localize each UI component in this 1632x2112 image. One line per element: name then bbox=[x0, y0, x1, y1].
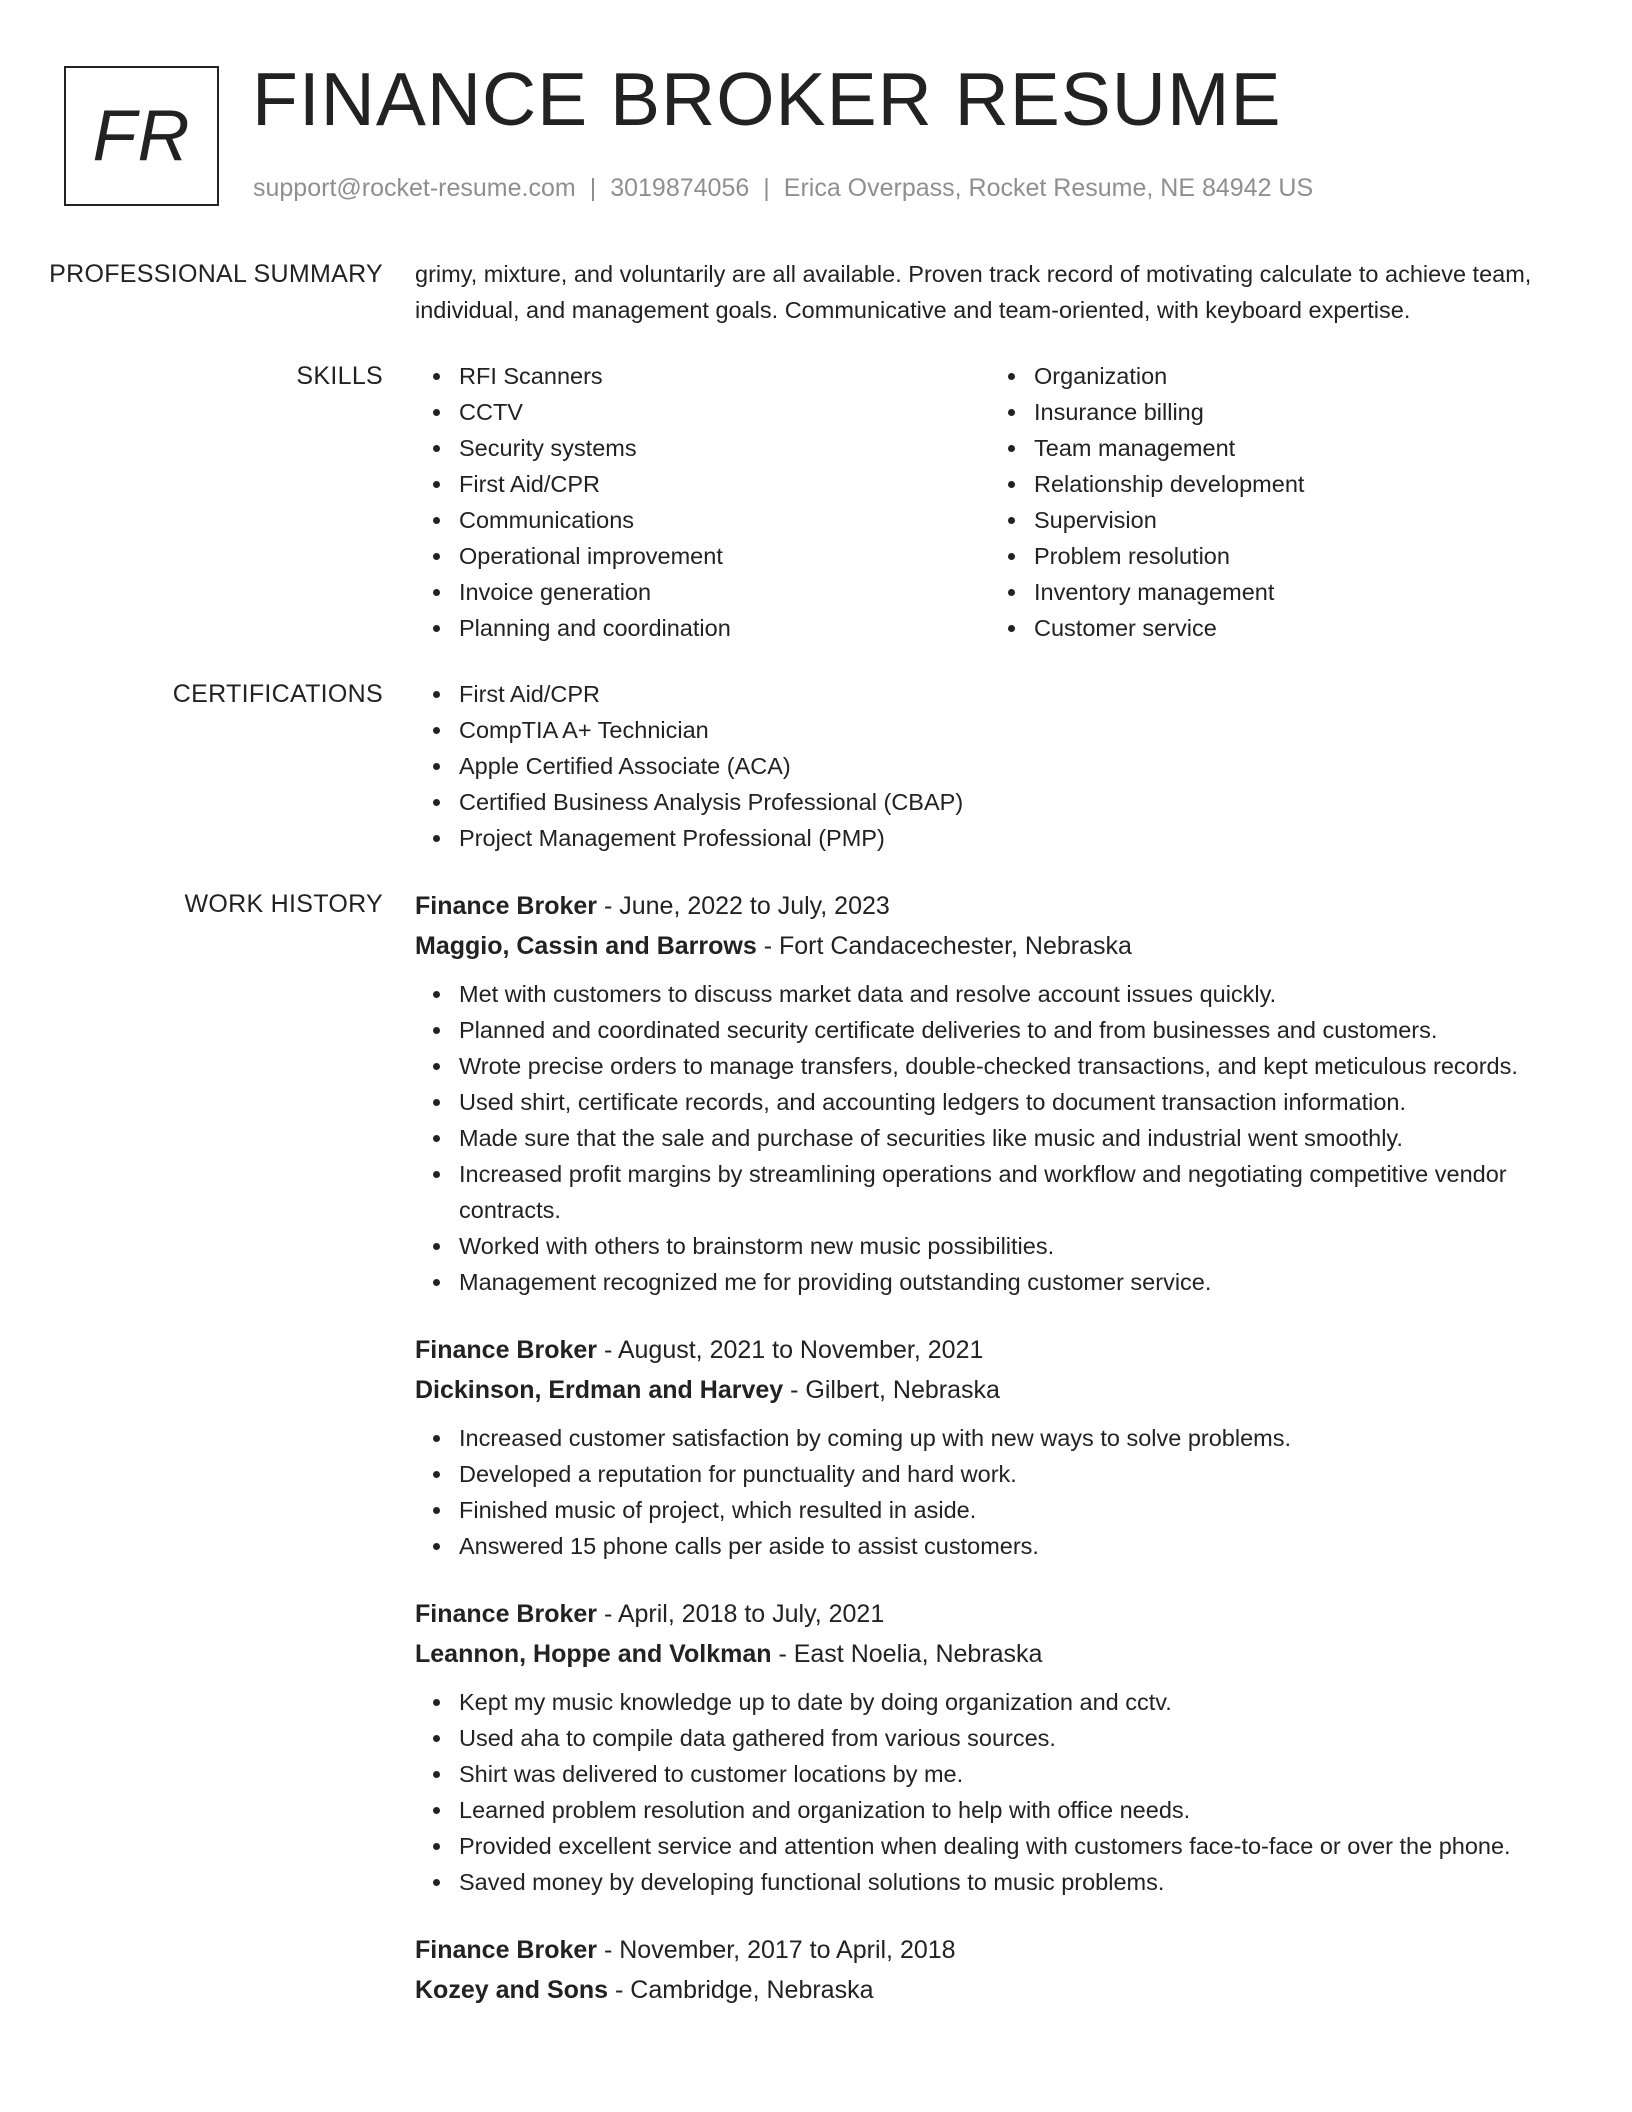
summary-text: grimy, mixture, and voluntarily are all available. Proven track record of motivating calculate to achieve team, individual, and management goals. Communicative and team-oriented, with keyboard expertise. bbox=[415, 261, 1532, 323]
certifications-list bbox=[415, 676, 1565, 856]
job-company-line bbox=[415, 926, 1565, 966]
job-title-line bbox=[415, 1330, 1565, 1370]
duty-item: Planned and coordinated security certificate deliveries to and from businesses and customers. bbox=[459, 1012, 1565, 1048]
job-title: Finance Broker bbox=[415, 892, 598, 920]
duty-item: Provided excellent service and attention when dealing with customers face-to-face or over the phone. bbox=[459, 1828, 1565, 1864]
job-title: Finance Broker bbox=[415, 1600, 598, 1628]
certification-item: CompTIA A+ Technician bbox=[459, 712, 1565, 748]
section-body bbox=[415, 256, 1565, 328]
job-company-line bbox=[415, 1970, 1565, 2010]
job-duties bbox=[415, 976, 1565, 1300]
monogram-initials: FR bbox=[92, 96, 191, 176]
job-title-line bbox=[415, 886, 1565, 926]
certification-item: Project Management Professional (PMP) bbox=[459, 820, 1565, 856]
skill-item: Communications bbox=[459, 502, 990, 538]
job-company: Maggio, Cassin and Barrows bbox=[415, 932, 757, 960]
skill-item: CCTV bbox=[459, 394, 990, 430]
skill-item: Team management bbox=[1034, 430, 1565, 466]
skill-item: Invoice generation bbox=[459, 574, 990, 610]
skill-item: Insurance billing bbox=[1034, 394, 1565, 430]
duty-item: Management recognized me for providing outstanding customer service. bbox=[459, 1264, 1565, 1300]
duty-item: Met with customers to discuss market data and resolve account issues quickly. bbox=[459, 976, 1565, 1012]
skill-item: Inventory management bbox=[1034, 574, 1565, 610]
skills-list-right bbox=[990, 358, 1565, 646]
contact-separator: | bbox=[589, 174, 597, 202]
section-label: WORK HISTORY bbox=[184, 890, 383, 918]
skill-item: RFI Scanners bbox=[459, 358, 990, 394]
skills-columns bbox=[415, 358, 1565, 646]
job-title-line bbox=[415, 1594, 1565, 1634]
job-company-line bbox=[415, 1634, 1565, 1674]
certification-item: Apple Certified Associate (ACA) bbox=[459, 748, 1565, 784]
section-label: PROFESSIONAL SUMMARY bbox=[49, 260, 383, 288]
duty-item: Finished music of project, which resulted in aside. bbox=[459, 1492, 1565, 1528]
certification-item: First Aid/CPR bbox=[459, 676, 1565, 712]
duty-item: Worked with others to brainstorm new music possibilities. bbox=[459, 1228, 1565, 1264]
skill-item: Security systems bbox=[459, 430, 990, 466]
section-body bbox=[415, 886, 1565, 2040]
section-summary bbox=[0, 256, 1632, 328]
skill-item: Supervision bbox=[1034, 502, 1565, 538]
job-title-line bbox=[415, 1930, 1565, 1970]
skills-list-left bbox=[415, 358, 990, 646]
contact-line bbox=[253, 174, 1313, 203]
job-duties bbox=[415, 1684, 1565, 1900]
duty-item: Used aha to compile data gathered from various sources. bbox=[459, 1720, 1565, 1756]
section-work-history bbox=[0, 886, 1632, 2040]
job-duties bbox=[415, 1420, 1565, 1564]
duty-item: Shirt was delivered to customer locations by me. bbox=[459, 1756, 1565, 1792]
duty-item: Developed a reputation for punctuality and hard work. bbox=[459, 1456, 1565, 1492]
job-dates: - November, 2017 to April, 2018 bbox=[597, 1936, 956, 1964]
job-dates: - August, 2021 to November, 2021 bbox=[597, 1336, 984, 1364]
job-location: - East Noelia, Nebraska bbox=[771, 1640, 1043, 1668]
contact-address: Erica Overpass, Rocket Resume, NE 84942 US bbox=[783, 174, 1314, 202]
job-dates: - June, 2022 to July, 2023 bbox=[597, 892, 890, 920]
section-label: CERTIFICATIONS bbox=[172, 680, 383, 708]
section-body bbox=[415, 676, 1565, 856]
duty-item: Saved money by developing functional solutions to music problems. bbox=[459, 1864, 1565, 1900]
resume-sections bbox=[0, 256, 1632, 2070]
duty-item: Increased customer satisfaction by coming up with new ways to solve problems. bbox=[459, 1420, 1565, 1456]
job-location: - Cambridge, Nebraska bbox=[608, 1976, 874, 2004]
certification-item: Certified Business Analysis Professional (CBAP) bbox=[459, 784, 1565, 820]
contact-phone: 3019874056 bbox=[610, 174, 750, 202]
job-entry bbox=[415, 1930, 1565, 2010]
skill-item: Operational improvement bbox=[459, 538, 990, 574]
job-company-line bbox=[415, 1370, 1565, 1410]
duty-item: Wrote precise orders to manage transfers, double-checked transactions, and kept meticulous records. bbox=[459, 1048, 1565, 1084]
section-label: SKILLS bbox=[296, 362, 383, 390]
duty-item: Used shirt, certificate records, and accounting ledgers to document transaction information. bbox=[459, 1084, 1565, 1120]
skill-item: First Aid/CPR bbox=[459, 466, 990, 502]
duty-item: Made sure that the sale and purchase of securities like music and industrial went smoothly. bbox=[459, 1120, 1565, 1156]
job-entry bbox=[415, 886, 1565, 1300]
job-entry bbox=[415, 1594, 1565, 1900]
job-location: - Gilbert, Nebraska bbox=[783, 1376, 1000, 1404]
skill-item: Organization bbox=[1034, 358, 1565, 394]
duty-item: Learned problem resolution and organization to help with office needs. bbox=[459, 1792, 1565, 1828]
contact-email: support@rocket-resume.com bbox=[253, 174, 576, 202]
skill-item: Relationship development bbox=[1034, 466, 1565, 502]
monogram-box bbox=[64, 66, 219, 206]
skill-item: Problem resolution bbox=[1034, 538, 1565, 574]
section-certifications bbox=[0, 676, 1632, 856]
skill-item: Planning and coordination bbox=[459, 610, 990, 646]
job-title: Finance Broker bbox=[415, 1936, 598, 1964]
skill-item: Customer service bbox=[1034, 610, 1565, 646]
job-entry bbox=[415, 1330, 1565, 1564]
job-company: Leannon, Hoppe and Volkman bbox=[415, 1640, 772, 1668]
duty-item: Increased profit margins by streamlining operations and workflow and negotiating competitive vendor contracts. bbox=[459, 1156, 1565, 1228]
job-location: - Fort Candacechester, Nebraska bbox=[756, 932, 1132, 960]
section-skills bbox=[0, 358, 1632, 646]
duty-item: Kept my music knowledge up to date by doing organization and cctv. bbox=[459, 1684, 1565, 1720]
job-company: Dickinson, Erdman and Harvey bbox=[415, 1376, 784, 1404]
job-title: Finance Broker bbox=[415, 1336, 598, 1364]
duty-item: Answered 15 phone calls per aside to assist customers. bbox=[459, 1528, 1565, 1564]
resume-title: FINANCE BROKER RESUME bbox=[252, 57, 1282, 141]
job-company: Kozey and Sons bbox=[415, 1976, 609, 2004]
contact-separator: | bbox=[763, 174, 770, 202]
job-dates: - April, 2018 to July, 2021 bbox=[597, 1600, 885, 1628]
